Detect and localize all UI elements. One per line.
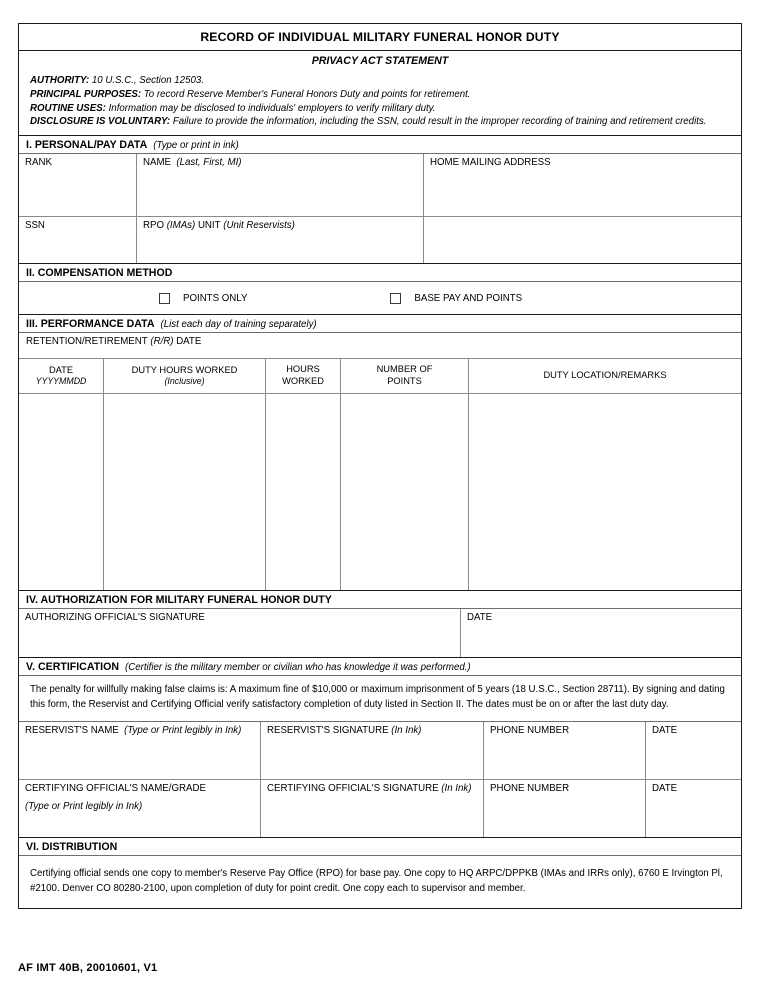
privacy-text-principal-purposes: To record Reserve Member's Funeral Honors Duty and points for retirement. <box>143 88 471 100</box>
home-mailing-address-field[interactable] <box>424 154 741 216</box>
certifying-official-name-hint: (Type or Print legibly in Ink) <box>25 800 143 812</box>
certifying-official-phone-label: PHONE NUMBER <box>490 783 570 795</box>
section-1-row-1 <box>19 154 741 217</box>
points-only-checkbox[interactable] <box>159 293 170 304</box>
section-1-body <box>19 154 741 263</box>
section-6-header <box>19 837 741 856</box>
section-5-heading: V. CERTIFICATION <box>26 660 119 673</box>
privacy-text-disclosure: Failure to provide the information, including the SSN, could result in the improper recording of training and retirement credits. <box>172 116 707 128</box>
section-5-header <box>19 657 741 676</box>
section-4-header <box>19 590 741 609</box>
authorizing-official-signature-label: AUTHORIZING OFFICIAL'S SIGNATURE <box>25 612 205 624</box>
reservist-date-field[interactable] <box>646 722 741 779</box>
certification-penalty-text: The penalty for willfully making false claims is: A maximum fine of $10,000 or maximum imprisonment of 5 years (18 U.S.C., Section 28711). By signing and dating this form, the Reservist and Certifying Official verify satisfactory completion of duty listed in Section II. The dates must be on or after the last duty day. <box>19 676 741 722</box>
reservist-name-label: RESERVIST'S NAME (Type or Print legibly in Ink) <box>25 725 242 737</box>
certifying-official-row <box>19 780 741 837</box>
privacy-text-authority: 10 U.S.C., Section 12503. <box>91 75 204 86</box>
form-footer-id: AF IMT 40B, 20010601, V1 <box>18 962 158 974</box>
privacy-label-authority: AUTHORITY: <box>30 75 90 86</box>
authorizing-official-signature-field[interactable] <box>19 609 461 657</box>
column-header-hours-worked: HOURS WORKED <box>266 359 341 393</box>
certifying-official-signature-label: CERTIFYING OFFICIAL'S SIGNATURE (In Ink) <box>267 783 472 795</box>
page-title: RECORD OF INDIVIDUAL MILITARY FUNERAL HONOR DUTY <box>200 30 560 44</box>
section-3-hint: (List each day of training separately) <box>160 318 317 330</box>
retention-retirement-date-label: RETENTION/RETIREMENT (R/R) DATE <box>26 336 202 348</box>
authorization-date-label: DATE <box>467 612 493 624</box>
points-only-option[interactable] <box>159 293 247 304</box>
base-pay-and-points-checkbox[interactable] <box>390 293 401 304</box>
cell-hours-worked[interactable] <box>266 394 341 590</box>
certifying-official-date-field[interactable] <box>646 780 741 837</box>
distribution-text: Certifying official sends one copy to member's Reserve Pay Office (RPO) for base pay. One copy to HQ ARPC/DPPKB (IMAs and IRRs only), 6760 E Irvington Pl, #2100. Denver CO 80280-2100, upon completion of duty for point credit. One copy each to supervisor and member. <box>30 868 723 894</box>
section-4-heading: IV. AUTHORIZATION FOR MILITARY FUNERAL HONOR DUTY <box>26 593 332 606</box>
privacy-text-routine-uses: Information may be disclosed to individuals' employers to verify military duty. <box>108 102 436 114</box>
privacy-act-body <box>19 74 741 129</box>
section-4-body <box>19 609 741 657</box>
section-2-header <box>19 263 741 282</box>
cell-duty-hours[interactable] <box>104 394 266 590</box>
performance-table-header <box>19 358 741 393</box>
section-1-header <box>19 136 741 154</box>
section-3-header <box>19 314 741 333</box>
certifying-official-phone-field[interactable] <box>484 780 646 837</box>
reservist-phone-label: PHONE NUMBER <box>490 725 570 737</box>
reservist-certification-row <box>19 722 741 780</box>
section-1-row-2 <box>19 216 741 263</box>
privacy-label-principal-purposes: PRINCIPAL PURPOSES: <box>30 88 142 100</box>
section-3-heading: III. PERFORMANCE DATA <box>26 317 155 330</box>
column-header-duty-hours-worked: DUTY HOURS WORKED (Inclusive) <box>104 359 266 393</box>
cell-duty-location-remarks[interactable] <box>469 394 741 590</box>
ssn-field[interactable] <box>19 216 137 263</box>
column-header-number-of-points: NUMBER OF POINTS <box>341 359 469 393</box>
certifying-official-name-field[interactable] <box>19 780 261 837</box>
privacy-act-heading: PRIVACY ACT STATEMENT <box>311 55 449 67</box>
base-pay-and-points-option[interactable] <box>390 293 522 304</box>
certifying-official-signature-field[interactable] <box>261 780 484 837</box>
cell-number-of-points[interactable] <box>341 394 469 590</box>
section-6-heading: VI. DISTRIBUTION <box>26 840 118 853</box>
cell-date[interactable] <box>19 394 104 590</box>
form-title-bar <box>19 24 741 51</box>
certifying-official-date-label: DATE <box>652 783 678 795</box>
reservist-phone-field[interactable] <box>484 722 646 779</box>
base-pay-and-points-label: BASE PAY AND POINTS <box>414 292 523 304</box>
reservist-name-field[interactable] <box>19 722 261 779</box>
rank-label: RANK <box>25 157 52 169</box>
name-field[interactable] <box>137 154 424 216</box>
name-label: NAME (Last, First, MI) <box>143 157 242 169</box>
rpo-unit-label: RPO (IMAs) UNIT (Unit Reservists) <box>143 220 295 232</box>
home-mailing-address-label: HOME MAILING ADDRESS <box>430 157 551 169</box>
section-1-heading: I. PERSONAL/PAY DATA <box>26 138 148 151</box>
rpo-unit-field[interactable] <box>137 216 424 263</box>
reservist-signature-field[interactable] <box>261 722 484 779</box>
section-5-hint: (Certifier is the military member or civilian who has knowledge it was performed.) <box>125 661 471 673</box>
rank-field[interactable] <box>19 154 137 216</box>
authorization-date-field[interactable] <box>461 609 741 657</box>
reservist-date-label: DATE <box>652 725 678 737</box>
section-2-heading: II. COMPENSATION METHOD <box>26 266 173 279</box>
privacy-act-statement <box>19 51 741 136</box>
af-imt-40b-form <box>18 23 742 909</box>
privacy-label-routine-uses: ROUTINE USES: <box>30 102 106 114</box>
points-only-label: POINTS ONLY <box>183 292 248 304</box>
home-mailing-address-continued[interactable] <box>424 216 741 263</box>
performance-table-body <box>19 393 741 590</box>
column-header-duty-location-remarks: DUTY LOCATION/REMARKS <box>543 370 667 381</box>
ssn-label: SSN <box>25 220 45 232</box>
reservist-signature-label: RESERVIST'S SIGNATURE (In Ink) <box>267 725 422 737</box>
privacy-label-disclosure: DISCLOSURE IS VOLUNTARY: <box>30 116 171 128</box>
compensation-method-options <box>19 282 741 314</box>
retention-retirement-date-field[interactable] <box>19 333 741 358</box>
certifying-official-name-label: CERTIFYING OFFICIAL'S NAME/GRADE <box>25 783 206 795</box>
column-header-date: DATE YYYYMMDD <box>19 359 104 393</box>
section-1-hint: (Type or print in ink) <box>153 139 239 151</box>
